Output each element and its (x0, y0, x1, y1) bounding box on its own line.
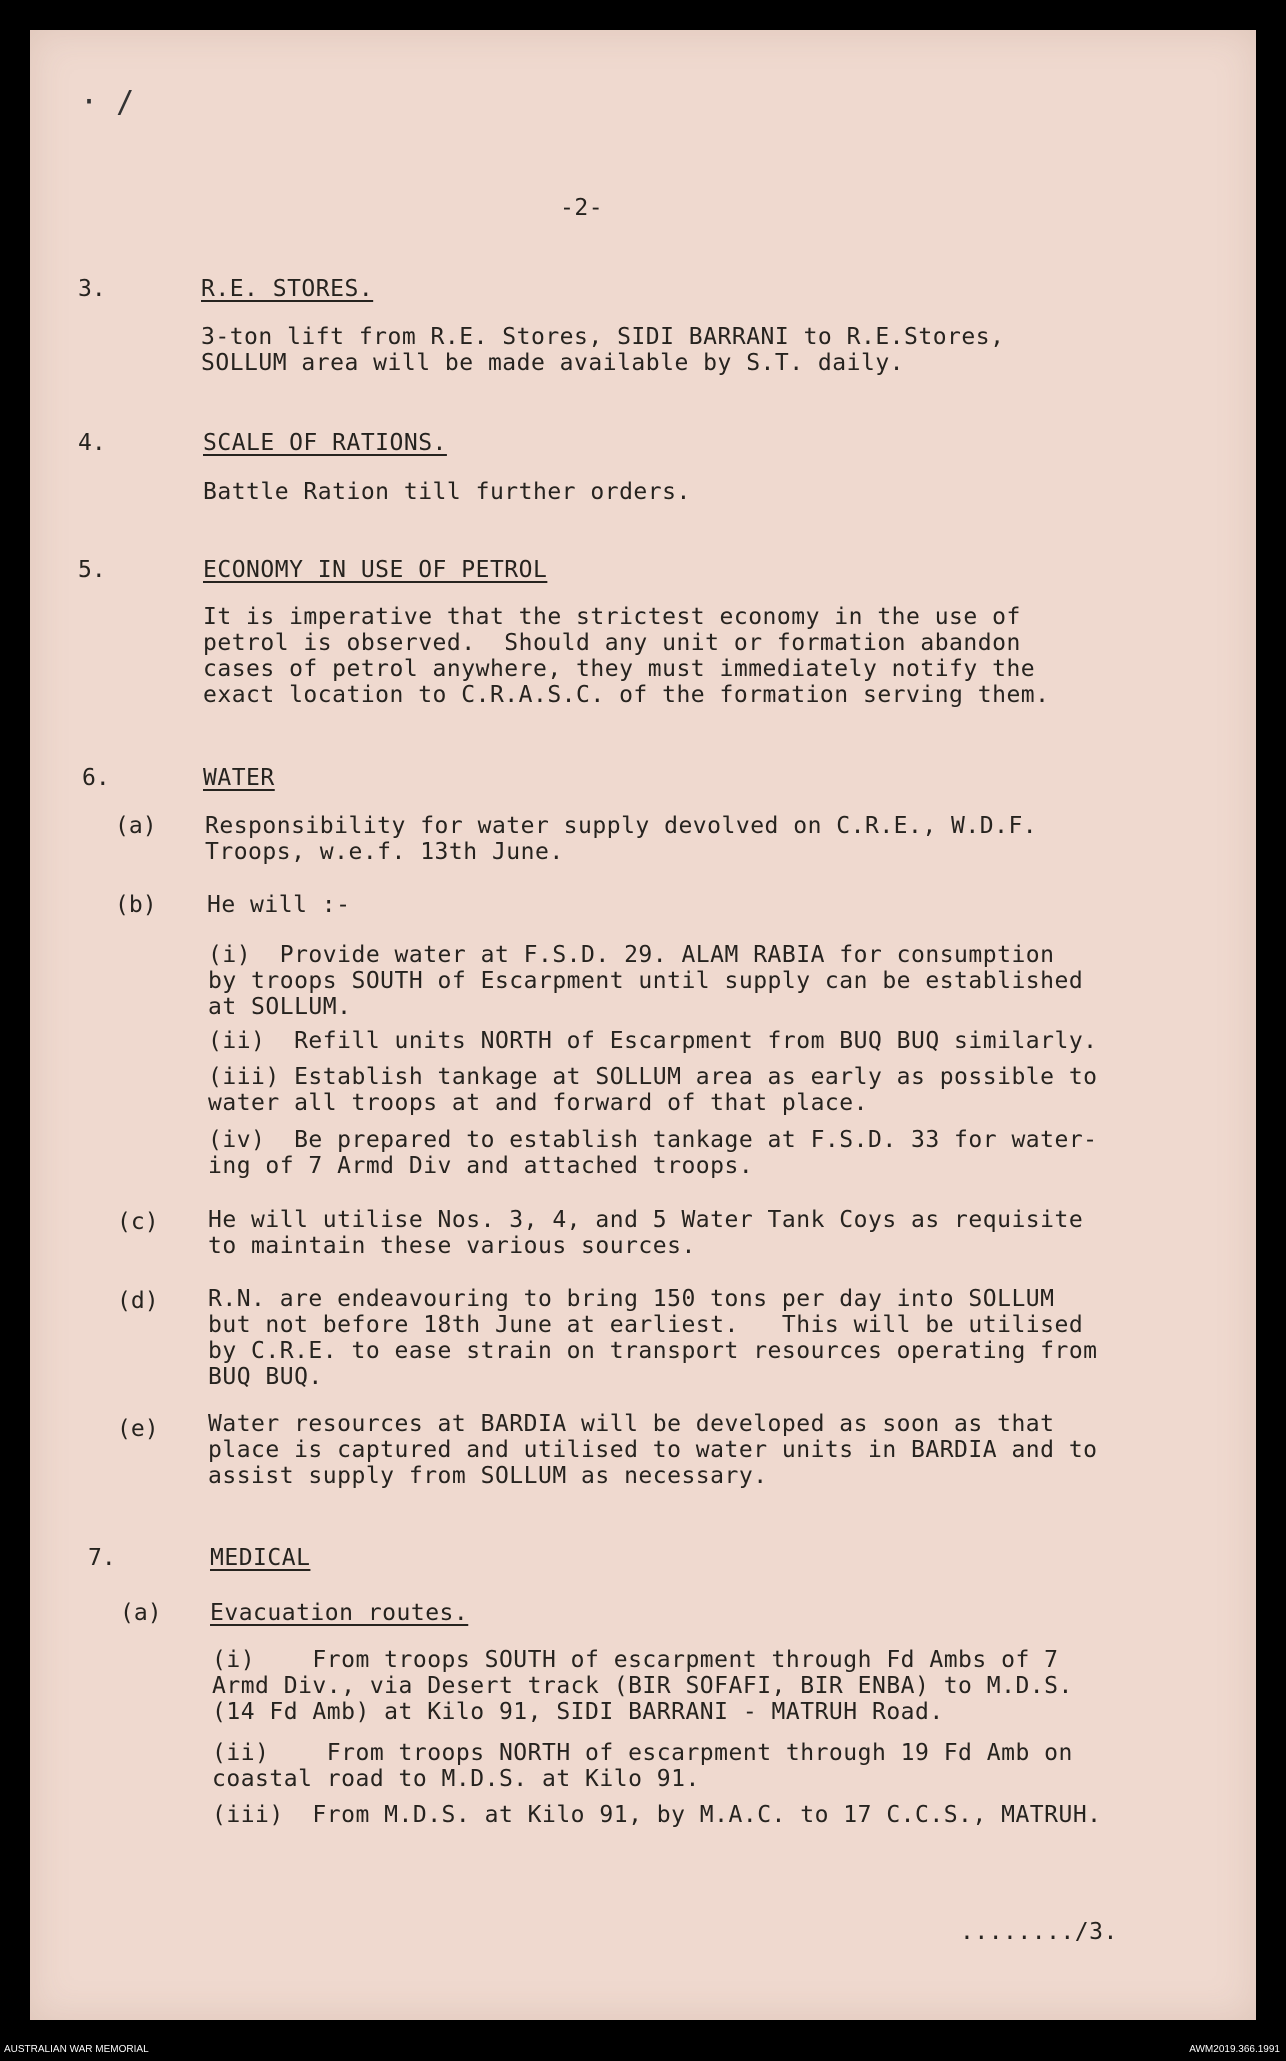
item-label: (e) (117, 1416, 159, 1442)
item-text: Water resources at BARDIA will be developed as soon as that place is captured and utilised to water units in BARDIA and to assist supply from SOLLUM as necessary. (208, 1411, 1098, 1489)
section-body: 3-ton lift from R.E. Stores, SIDI BARRANI to R.E.Stores, SOLLUM area will be made available by S.T. daily. (201, 324, 1005, 376)
section-heading: ECONOMY IN USE OF PETROL (203, 557, 548, 583)
item-label: (b) (115, 892, 157, 918)
section-heading: R.E. STORES. (201, 276, 374, 302)
section-body: It is imperative that the strictest economy in the use of petrol is observed. Should any unit or formation abandon cases of petrol anywhere, they must immediately notify the exact location to C.R.A.S.C. of the formation serving them. (203, 604, 1050, 708)
item-text: R.N. are endeavouring to bring 150 tons per day into SOLLUM but not before 18th June at earliest. This will be utilised by C.R.E. to ease strain on transport resources operating from BUQ BUQ. (208, 1286, 1098, 1390)
section-heading: MEDICAL (210, 1545, 311, 1571)
section-body: Battle Ration till further orders. (203, 479, 691, 505)
sub-item-text: (iii) Establish tankage at SOLLUM area as early as possible to water all troops at and forward of that place. (208, 1064, 1098, 1116)
item-text: He will :- (207, 892, 351, 918)
item-label: (c) (117, 1209, 159, 1235)
footer-right: AWM2019.366.1991 (1189, 2044, 1280, 2055)
handwritten-mark: · / (80, 85, 135, 120)
section-heading: SCALE OF RATIONS. (203, 430, 447, 456)
item-label: (a) (115, 813, 157, 839)
section-number: 7. (88, 1545, 116, 1571)
section-number: 5. (78, 557, 106, 583)
sub-item-text: (i) From troops SOUTH of escarpment through Fd Ambs of 7 Armd Div., via Desert track (BIR SOFAFI, BIR ENBA) to M.D.S. (14 Fd Amb) at Kilo 91, SIDI BARRANI - MATRUH Road. (212, 1647, 1073, 1725)
section-number: 4. (78, 430, 106, 456)
footer-left: AUSTRALIAN WAR MEMORIAL (4, 2044, 149, 2055)
continuation-marker: ......../3. (960, 1919, 1118, 1945)
sub-item-text: (ii) From troops NORTH of escarpment through 19 Fd Amb on coastal road to M.D.S. at Kilo 91. (212, 1740, 1073, 1792)
item-text: Responsibility for water supply devolved on C.R.E., W.D.F. Troops, w.e.f. 13th June. (205, 813, 1038, 865)
document-page (30, 30, 1256, 2020)
section-number: 6. (82, 765, 110, 791)
item-heading: Evacuation routes. (210, 1600, 469, 1626)
sub-item-text: (i) Provide water at F.S.D. 29. ALAM RABIA for consumption by troops SOUTH of Escarpment until supply can be established at SOLLUM. (208, 942, 1084, 1020)
section-heading: WATER (203, 765, 275, 791)
sub-item-text: (ii) Refill units NORTH of Escarpment from BUQ BUQ similarly. (208, 1028, 1098, 1054)
item-label: (d) (117, 1288, 159, 1314)
item-label: (a) (120, 1600, 162, 1626)
sub-item-text: (iii) From M.D.S. at Kilo 91, by M.A.C. to 17 C.C.S., MATRUH. (212, 1802, 1102, 1828)
item-text: He will utilise Nos. 3, 4, and 5 Water Tank Coys as requisite to maintain these various sources. (208, 1207, 1084, 1259)
section-number: 3. (78, 276, 106, 302)
sub-item-text: (iv) Be prepared to establish tankage at F.S.D. 33 for water- ing of 7 Armd Div and attached troops. (208, 1127, 1098, 1179)
page-number: -2- (560, 195, 604, 221)
